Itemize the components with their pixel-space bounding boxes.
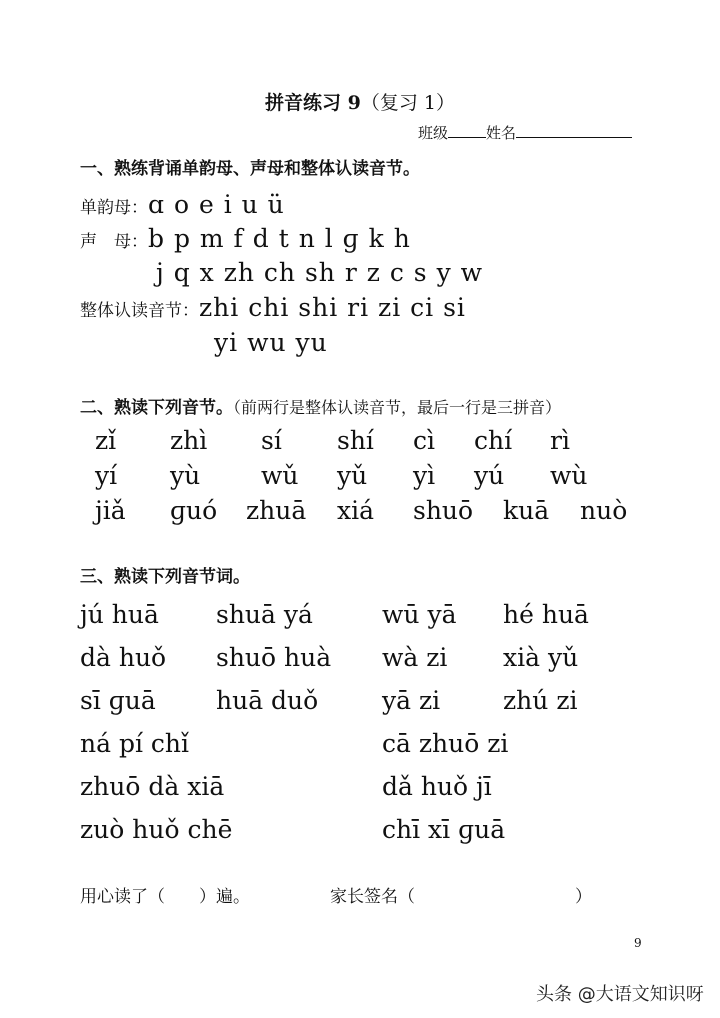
class-name-line	[418, 122, 632, 143]
class-label: 班级	[418, 124, 449, 142]
s3-word: zhuō dà xiā	[80, 772, 225, 801]
s2-cell: ɡuó	[170, 496, 218, 525]
s1-label-finals: 单韵母：	[80, 198, 148, 218]
section2-title: 二、熟读下列音节。	[80, 398, 233, 418]
s1-row-1	[80, 190, 285, 219]
section2-heading	[80, 393, 561, 418]
read-times-field[interactable]: 用心读了（ ）遍。	[80, 887, 250, 907]
s1-initials-2: j q x zh ch sh r z c s y w	[156, 258, 484, 287]
s2-cell: yí	[95, 461, 118, 490]
section1-heading: 一、熟练背诵单韵母、声母和整体认读音节。	[80, 159, 420, 179]
s3-word: wà zi	[382, 643, 448, 672]
s3-word: shuō huà	[216, 643, 332, 672]
s2-cell: zhuā	[246, 496, 307, 525]
s2-cell: yù	[170, 461, 201, 490]
s3-word: yā zi	[382, 686, 441, 715]
parent-sign-label: 家长签名（	[330, 887, 415, 907]
s2-cell: shuō	[413, 496, 474, 525]
s2-cell: wǔ	[261, 461, 299, 490]
parent-sign-close: ）	[575, 887, 592, 907]
s2-cell: chí	[474, 426, 513, 455]
s1-whole-2: yi wu yu	[214, 328, 328, 357]
class-blank[interactable]	[448, 123, 486, 138]
s1-initials-1: b p m f d t n l ɡ k h	[148, 224, 411, 253]
section2-note: （前两行是整体认读音节，最后一行是三拼音）	[233, 398, 562, 417]
s2-cell: kuā	[503, 496, 550, 525]
s1-row-4	[80, 293, 466, 322]
s3-word: shuā yá	[216, 600, 313, 629]
s2-cell: nuò	[580, 496, 628, 525]
title-main: 拼音练习 9	[265, 92, 361, 114]
s1-whole-1: zhi chi shi ri zi ci si	[199, 293, 466, 322]
s2-cell: zhì	[170, 426, 208, 455]
s2-cell: rì	[550, 426, 570, 455]
name-blank[interactable]	[516, 123, 632, 138]
s3-word: zuò huǒ chē	[80, 815, 233, 844]
s3-word: dà huǒ	[80, 643, 167, 672]
s1-row-5	[214, 328, 328, 357]
s2-cell: yǔ	[337, 461, 368, 490]
s3-word: ná pí chǐ	[80, 729, 189, 758]
s2-cell: xiá	[337, 496, 374, 525]
s3-word: sī ɡuā	[80, 686, 156, 715]
s3-word: zhú zi	[503, 686, 578, 715]
s3-word: dǎ huǒ jī	[382, 772, 492, 801]
s1-label-initials: 声 母：	[80, 232, 148, 252]
s2-cell: zǐ	[95, 426, 117, 455]
watermark-text: 头条 @大语文知识呀	[536, 984, 704, 1005]
s2-cell: cì	[413, 426, 435, 455]
s2-cell: yì	[413, 461, 436, 490]
s2-cell: wù	[550, 461, 588, 490]
s1-label-whole: 整体认读音节：	[80, 301, 199, 321]
s1-finals: ɑ o e i u ü	[148, 190, 285, 219]
s2-cell: sí	[261, 426, 282, 455]
s1-row-3	[156, 258, 483, 287]
section3-heading: 三、熟读下列音节词。	[80, 567, 250, 587]
s1-row-2	[80, 224, 411, 253]
s3-word: chī xī ɡuā	[382, 815, 506, 844]
s3-word: cā zhuō zi	[382, 729, 509, 758]
parent-signature-field[interactable]	[330, 882, 592, 907]
s3-word: jú huā	[80, 600, 159, 629]
s2-cell: shí	[337, 426, 374, 455]
s2-cell: jiǎ	[95, 496, 126, 525]
s3-word: xià yǔ	[503, 643, 579, 672]
s2-cell: yú	[474, 461, 505, 490]
s3-word: hé huā	[503, 600, 589, 629]
page-title	[0, 88, 720, 115]
title-sub: （复习 1）	[360, 92, 455, 114]
name-label: 姓名	[486, 124, 517, 142]
page-number: 9	[634, 936, 642, 950]
s3-word: wū yā	[382, 600, 457, 629]
s3-word: huā duǒ	[216, 686, 319, 715]
